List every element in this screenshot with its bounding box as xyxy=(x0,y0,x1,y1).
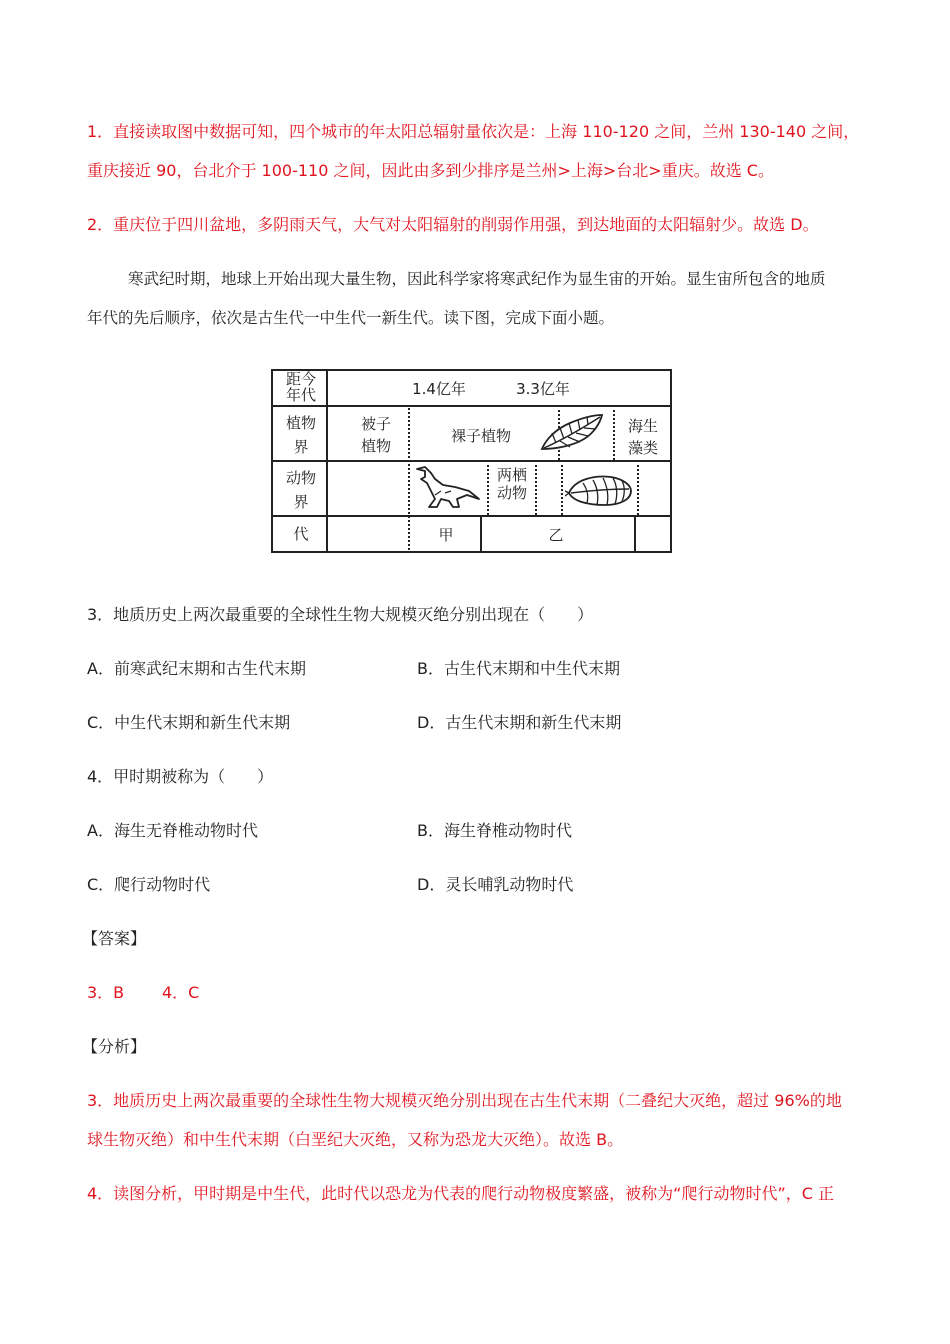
q3-stem: 3．地质历史上两次最重要的全球性生物大规模灭绝分别出现在（ ） xyxy=(87,605,594,624)
answer-q3: 3．B xyxy=(87,983,125,1002)
geologic-time-figure xyxy=(271,369,672,553)
q3-option-c: C．中生代末期和新生代末期 xyxy=(87,713,291,732)
angiosperm-label: 被子 植物 xyxy=(360,415,391,455)
q4-option-c: C．爬行动物时代 xyxy=(87,875,211,894)
figure-divider-g xyxy=(637,460,639,515)
analysis-q3-line1: 3．地质历史上两次最重要的全球性生物大规模灭绝分别出现在古生代末期（二叠纪大灭绝，超过 96%的地 xyxy=(87,1091,842,1110)
q3-option-d: D．古生代末期和新生代末期 xyxy=(417,713,622,732)
q3-option-a: A．前寒武纪末期和古生代末期 xyxy=(87,659,306,678)
row-label-era: 代 xyxy=(293,525,309,543)
figure-rule-3 xyxy=(271,515,672,517)
figure-era-divider-1 xyxy=(480,515,482,553)
q4-option-a: A．海生无脊椎动物时代 xyxy=(87,821,258,840)
figure-rule-2 xyxy=(271,460,672,462)
q4-stem: 4．甲时期被称为（ ） xyxy=(87,767,274,786)
analysis-q2-line: 2．重庆位于四川盆地，多阴雨天气，大气对太阳辐射的削弱作用强，到达地面的太阳辐射少。故选 D。 xyxy=(87,215,819,234)
analysis-q1-line2: 重庆接近 90，台北介于 100-110 之间，因此由多到少排序是兰州>上海>台北>重庆。故选 C。 xyxy=(87,161,774,180)
row-label-plant: 植物 界 xyxy=(285,414,316,456)
gymnosperm-label: 裸子植物 xyxy=(450,427,511,445)
era-yi-label: 乙 xyxy=(548,526,564,544)
answer-heading: 【答案】 xyxy=(82,929,147,948)
figure-divider-f xyxy=(561,460,563,515)
q4-option-d: D．灵长哺乳动物时代 xyxy=(417,875,574,894)
figure-era-divider-2 xyxy=(634,515,636,553)
fern-leaf-icon xyxy=(536,409,608,457)
figure-header-divider xyxy=(326,369,328,553)
amphibian-label: 两栖 动物 xyxy=(496,466,527,502)
figure-rule-1 xyxy=(271,405,672,407)
answer-q4: 4．C xyxy=(162,983,200,1002)
time-label-140m: 1.4亿年 xyxy=(412,380,466,398)
time-label-330m: 3.3亿年 xyxy=(516,380,570,398)
analysis-q3-line2: 球生物灭绝）和中生代末期（白垩纪大灭绝，又称为恐龙大灭绝）。故选 B。 xyxy=(87,1130,624,1149)
analysis-q1-line1: 1．直接读取图中数据可知，四个城市的年太阳总辐射量依次是：上海 110-120 之间，兰州 130-140 之间， xyxy=(87,122,860,141)
trilobite-icon xyxy=(565,471,635,511)
analysis-q4-line1: 4．读图分析，甲时期是中生代，此时代以恐龙为代表的爬行动物极度繁盛，被称为“爬行动物时代”，C 正 xyxy=(87,1184,835,1203)
intro-line1: 寒武纪时期，地球上开始出现大量生物，因此科学家将寒武纪作为显生宙的开始。显生宙所包含的地质 xyxy=(128,270,826,288)
intro-line2: 年代的先后顺序，依次是古生代一中生代一新生代。读下图，完成下面小题。 xyxy=(87,309,615,327)
analysis-heading: 【分析】 xyxy=(82,1037,147,1056)
era-jia-label: 甲 xyxy=(438,526,454,544)
dinosaur-icon xyxy=(411,465,481,511)
row-label-animal: 动物 界 xyxy=(285,469,316,511)
q3-option-b: B．古生代末期和中生代末期 xyxy=(417,659,620,678)
marine-algae-label: 海生 藻类 xyxy=(627,417,658,457)
figure-divider-e xyxy=(535,460,537,515)
figure-divider-a xyxy=(408,405,410,553)
q4-option-b: B．海生脊椎动物时代 xyxy=(417,821,572,840)
row-label-time: 距今 年代 xyxy=(285,370,316,404)
figure-divider-c xyxy=(613,405,615,460)
